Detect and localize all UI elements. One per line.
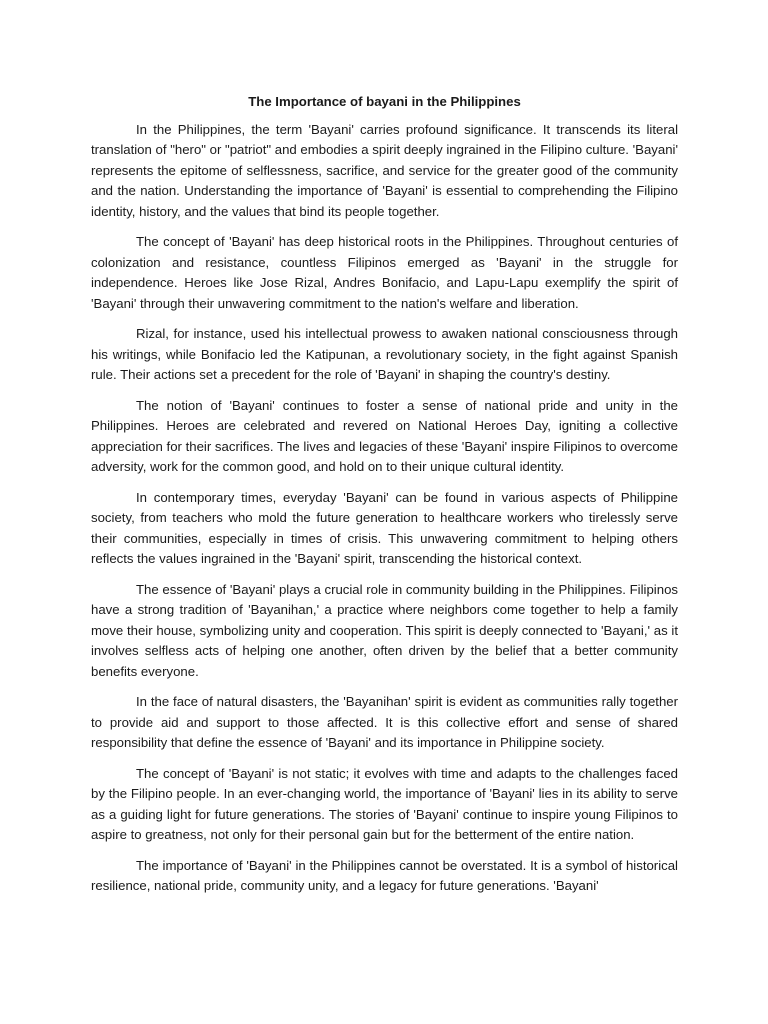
paragraph-3: Rizal, for instance, used his intellectual prowess to awaken national consciousness through his writings, while Bonifacio led the Katipunan, a revolutionary society, in the fight against Spanish rule. Their actions set a precedent for the role of 'Bayani' in shaping the country's destiny. xyxy=(91,326,678,382)
paragraph-6: The essence of 'Bayani' plays a crucial role in community building in the Philippines. Filipinos have a strong tradition of 'Bayanihan,' a practice where neighbors come together to help a family move their house, symbolizing unity and cooperation. This spirit is deeply connected to 'Bayani,' as it involves selfless acts of helping one another, often driven by the belief that a better community benefits everyone. xyxy=(91,581,678,679)
paragraph-9: The importance of 'Bayani' in the Philippines cannot be overstated. It is a symbol of historical resilience, national pride, community unity, and a legacy for future generations. 'Bayani' xyxy=(91,857,678,893)
document-body xyxy=(91,92,678,907)
paragraph-2: The concept of 'Bayani' has deep historical roots in the Philippines. Throughout centuries of colonization and resistance, countless Filipinos emerged as 'Bayani' in the struggle for independence. Heroes like Jose Rizal, Andres Bonifacio, and Lapu-Lapu exemplify the spirit of 'Bayani' through their unwavering commitment to the nation's welfare and liberation. xyxy=(91,234,678,311)
paragraph-7: In the face of natural disasters, the 'Bayanihan' spirit is evident as communities rally together to provide aid and support to those affected. It is this collective effort and sense of shared responsibility that define the essence of 'Bayani' and its importance in Philippine society. xyxy=(91,694,678,750)
paragraph-8: The concept of 'Bayani' is not static; it evolves with time and adapts to the challenges faced by the Filipino people. In an ever-changing world, the importance of 'Bayani' lies in its ability to serve as a guiding light for future generations. The stories of 'Bayani' continue to inspire young Filipinos to aspire to greatness, not only for their personal gain but for the betterment of the entire nation. xyxy=(91,765,678,842)
paragraph-4: The notion of 'Bayani' continues to foster a sense of national pride and unity in the Philippines. Heroes are celebrated and revered on National Heroes Day, igniting a collective appreciation for their sacrifices. The lives and legacies of these 'Bayani' inspire Filipinos to overcome adversity, work for the common good, and hold on to their unique cultural identity. xyxy=(91,397,678,474)
paragraph-1: In the Philippines, the term 'Bayani' carries profound significance. It transcends its literal translation of "hero" or "patriot" and embodies a spirit deeply ingrained in the Filipino culture. 'Bayani' represents the epitome of selflessness, sacrifice, and service for the greater good of the community and the nation. Understanding the importance of 'Bayani' is essential to comprehending the Filipino identity, history, and the values that bind its people together. xyxy=(91,121,678,219)
paragraph-5: In contemporary times, everyday 'Bayani' can be found in various aspects of Philippine society, from teachers who mold the future generation to healthcare workers who tirelessly serve their communities, especially in times of crisis. This unwavering commitment to helping others reflects the values ingrained in the 'Bayani' spirit, transcending the historical context. xyxy=(91,489,678,566)
document-title: The Importance of bayani in the Philippines xyxy=(248,94,521,109)
